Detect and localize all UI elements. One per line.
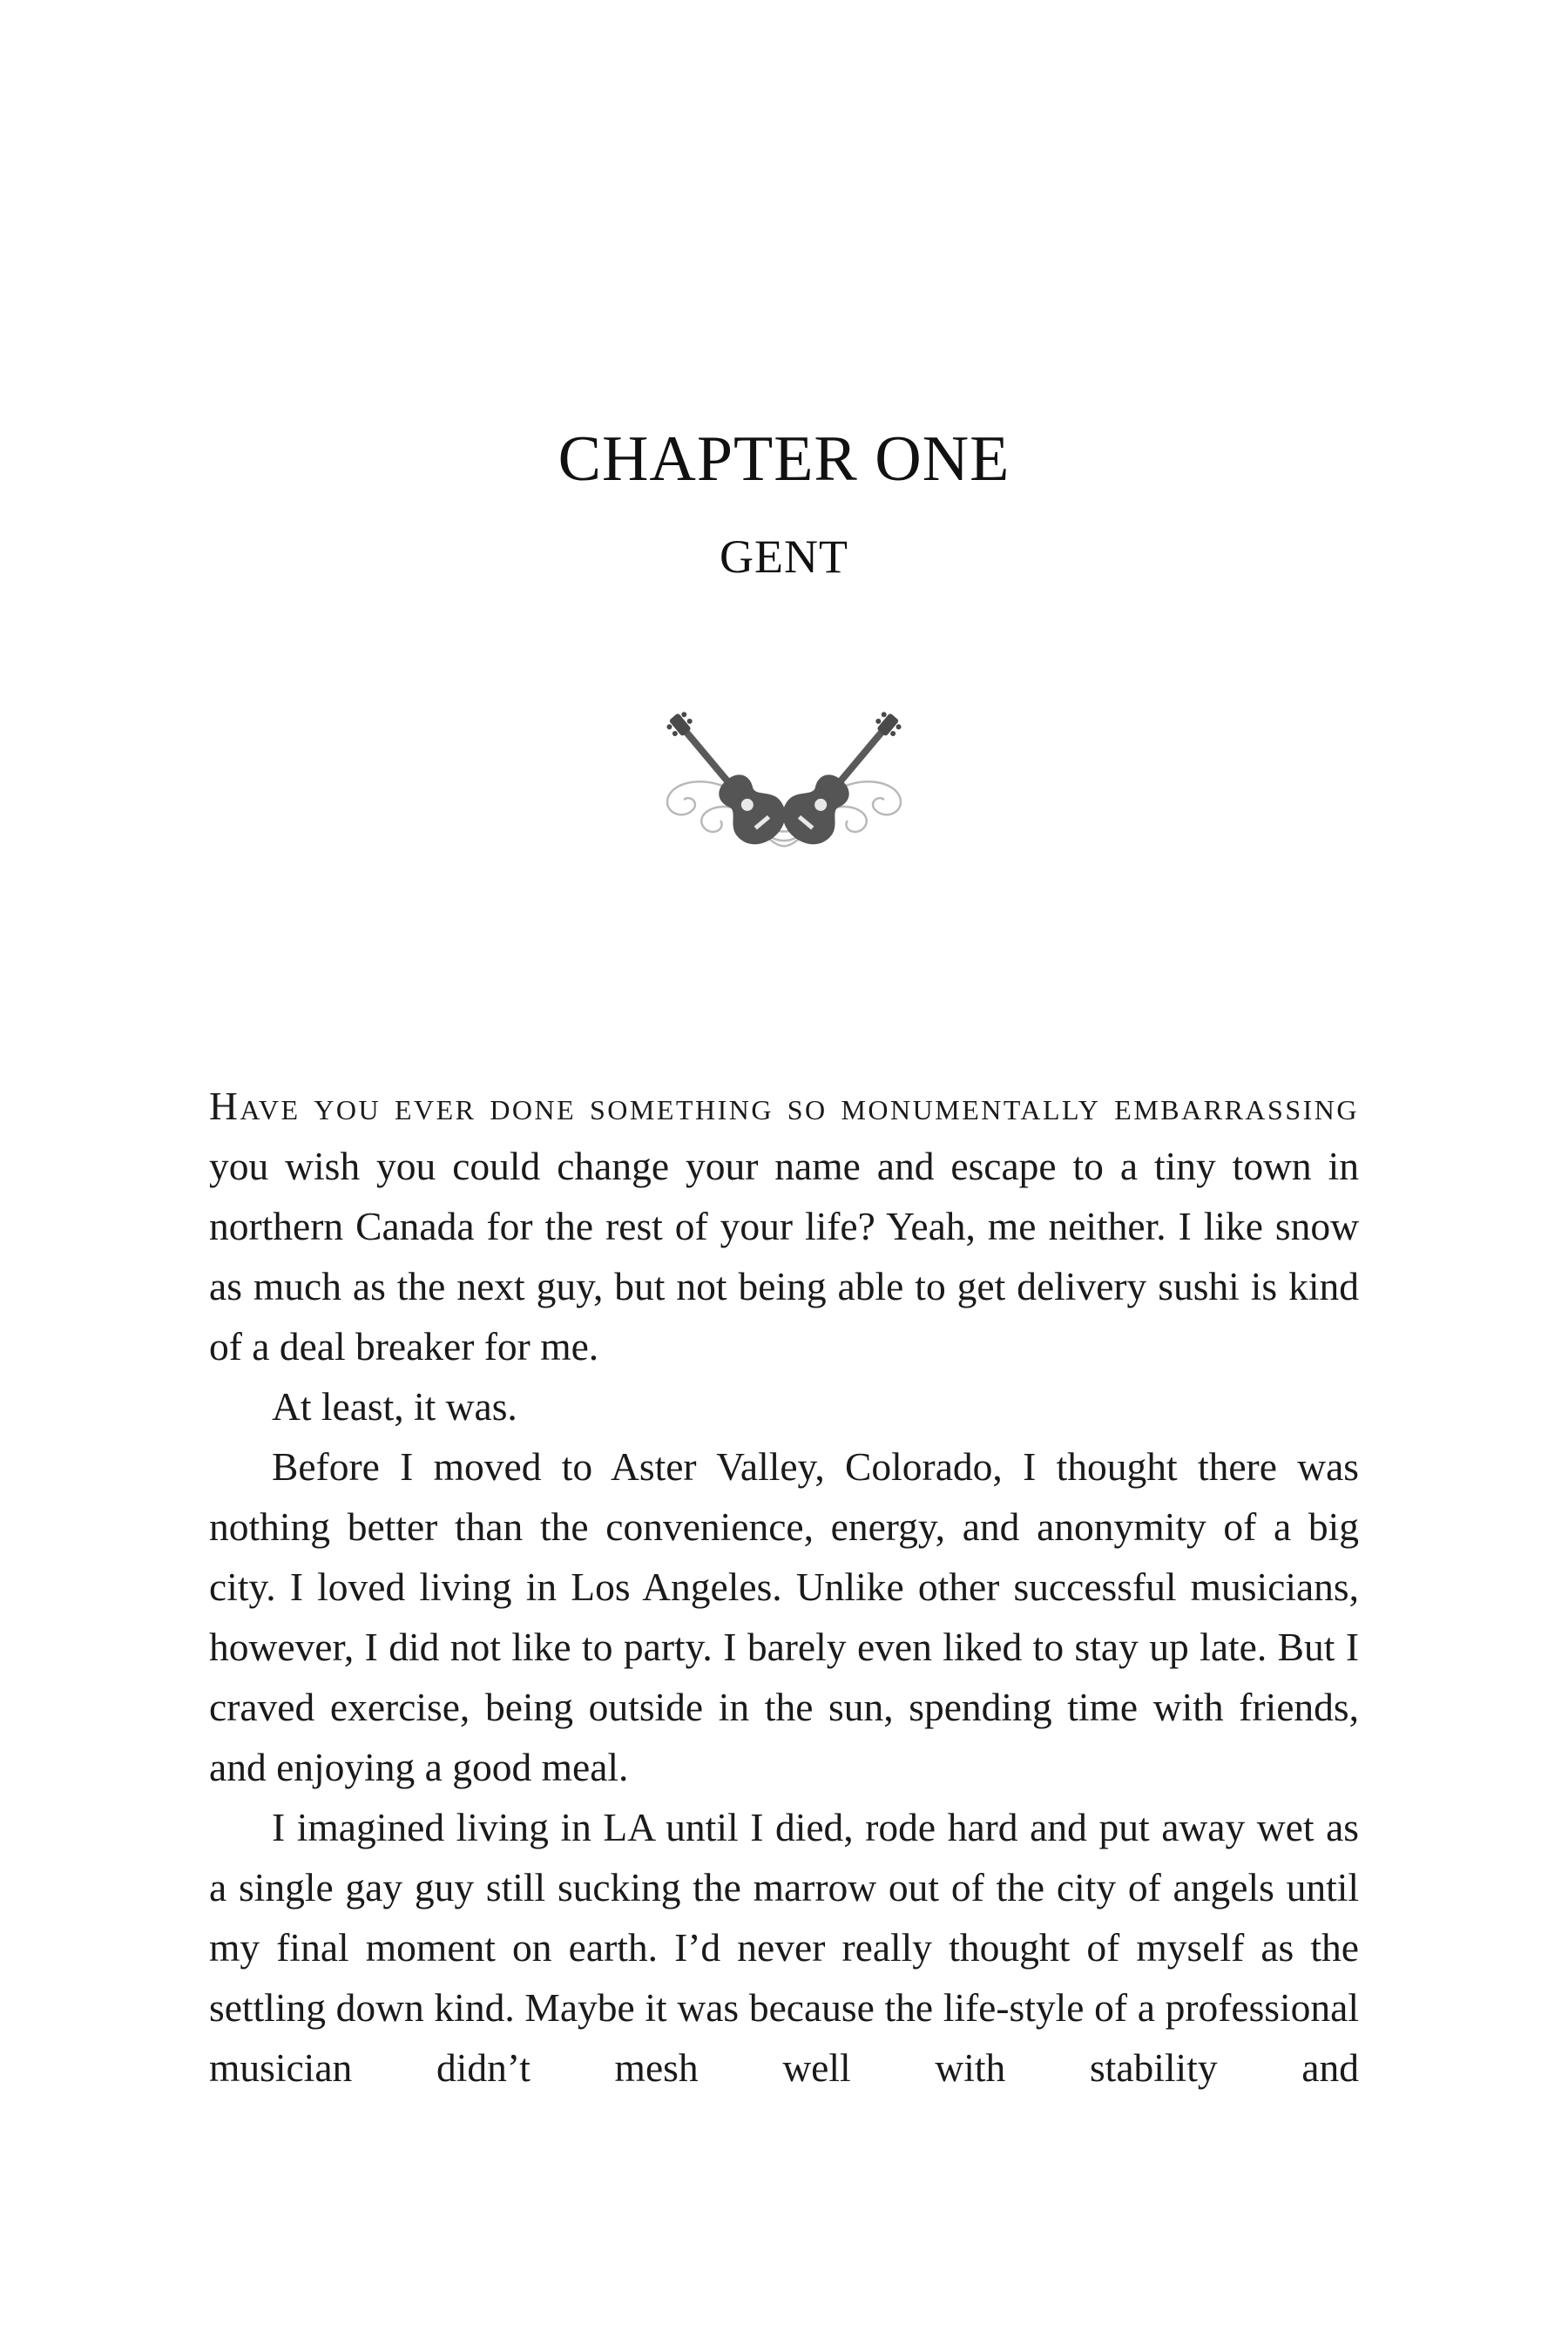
chapter-body: [209, 1076, 1359, 2098]
chapter-subtitle: GENT: [720, 531, 848, 583]
opening-paragraph: [209, 1076, 1359, 1376]
opening-text: you wish you could change your name and escape to a tiny town in northern Canada for the rest of your life? Yeah, me neither. I like snow as much as the next guy, but not being able to get delivery sushi is kind of a deal breaker for me.: [209, 1144, 1359, 1369]
paragraph: Before I moved to Aster Valley, Colorado, I thought there was nothing better than the convenience, energy, and anonymity of a big city. I loved living in Los Angeles. Unlike other successful musicians, however, I did not like to party. I barely even liked to stay up late. But I craved exercise, being outside in the sun, spending time with friends, and enjoying a good meal.: [209, 1444, 1359, 1789]
opening-lead-in: Have you ever done something so monumentally embarrassing: [209, 1084, 1359, 1128]
paragraph: I imagined living in LA until I died, rode hard and put away wet as a single gay guy still sucking the marrow out of the city of angels until my final moment on earth. I’d never really thought of myself as the settling down kind. Maybe it was because the life-style of a professional musician didn’t mesh well with stability and: [209, 1805, 1359, 2090]
chapter-title: CHAPTER ONE: [558, 423, 1010, 495]
crossed-guitars-icon: [658, 706, 910, 854]
paragraph: At least, it was.: [272, 1384, 517, 1429]
